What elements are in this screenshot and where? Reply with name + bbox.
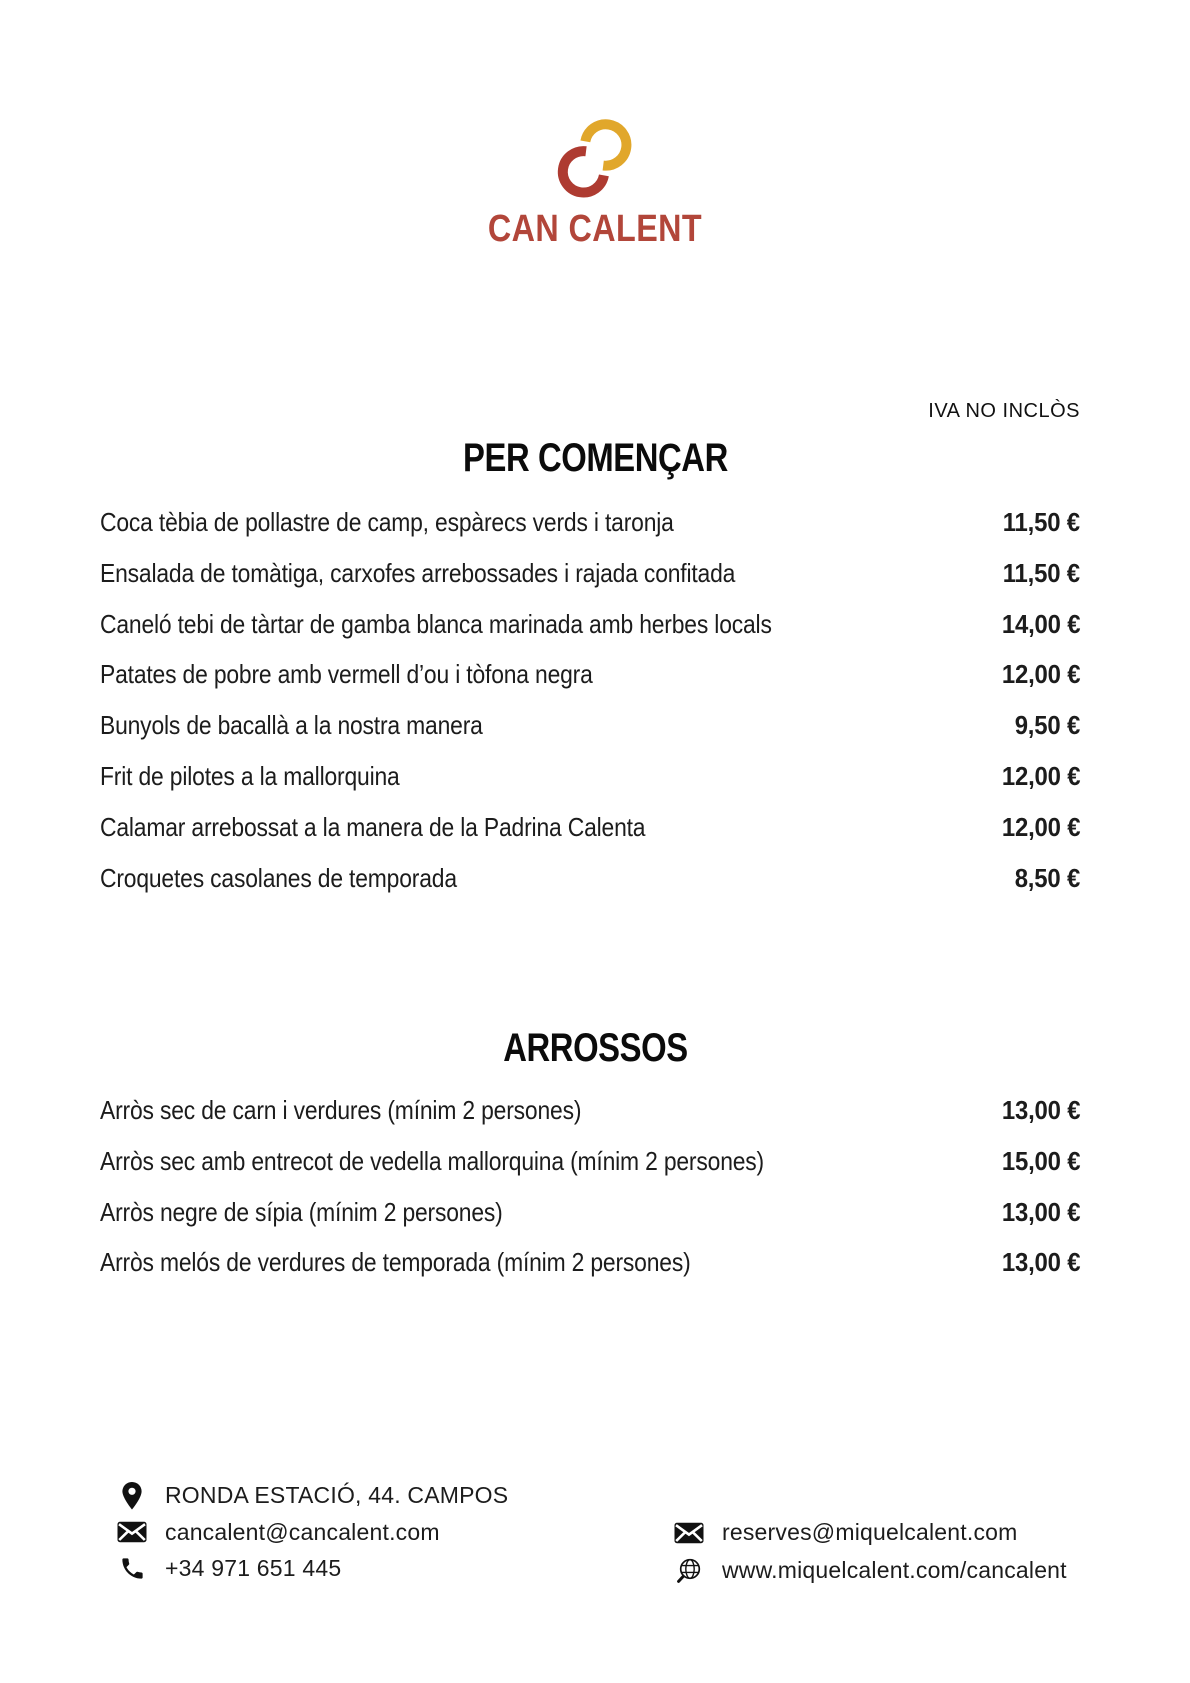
tax-note: IVA NO INCLÒS xyxy=(928,400,1080,422)
menu-item-name: Arròs sec amb entrecot de vedella mallorquina (mínim 2 persones) xyxy=(100,1145,765,1176)
section-title-starters: PER COMENÇAR xyxy=(462,436,728,480)
menu-item-name: Calamar arrebossat a la manera de la Padrina Calenta xyxy=(100,811,646,842)
footer-text: RONDA ESTACIÓ, 44. CAMPOS xyxy=(165,1482,509,1508)
starters-list xyxy=(100,497,1080,903)
menu-item-row xyxy=(100,853,1080,904)
envelope-icon xyxy=(674,1522,704,1544)
menu-item-name: Coca tèbia de pollastre de camp, espàrecs verds i taronja xyxy=(100,507,674,537)
footer-contact-row xyxy=(672,1518,1067,1547)
menu-item-price: 9,50 € xyxy=(1014,710,1080,741)
menu-item-price: 11,50 € xyxy=(1002,507,1080,537)
location-pin-icon xyxy=(120,1481,144,1511)
footer-contact-row xyxy=(115,1481,508,1510)
menu-item-row xyxy=(100,1237,1080,1288)
footer-text: cancalent@cancalent.com xyxy=(165,1518,440,1545)
menu-item-price: 13,00 € xyxy=(1001,1247,1080,1278)
menu-item-name: Caneló tebi de tàrtar de gamba blanca marinada amb herbes locals xyxy=(100,608,772,639)
menu-item-row xyxy=(100,1085,1080,1136)
interlocking-c-logo xyxy=(549,112,641,204)
menu-item-price: 12,00 € xyxy=(1001,760,1080,791)
footer-text: reserves@miquelcalent.com xyxy=(722,1519,1018,1545)
menu-item-name: Bunyols de bacallà a la nostra manera xyxy=(100,710,483,741)
menu-item-row xyxy=(100,599,1080,650)
rices-list xyxy=(100,1085,1080,1288)
menu-item-name: Croquetes casolanes de temporada xyxy=(100,862,457,893)
brand-name: CAN CALENT xyxy=(487,208,703,250)
menu-item-price: 13,00 € xyxy=(1001,1095,1080,1125)
menu-item-price: 12,00 € xyxy=(1001,659,1080,690)
menu-item-name: Ensalada de tomàtiga, carxofes arrebossades i rajada confitada xyxy=(100,557,736,588)
menu-item-name: Arròs negre de sípia (mínim 2 persones) xyxy=(100,1196,503,1227)
globe-icon xyxy=(675,1557,703,1585)
menu-item-row xyxy=(100,649,1080,700)
brand-header xyxy=(0,112,1190,248)
menu-item-row xyxy=(100,1187,1080,1238)
menu-item-name: Patates de pobre amb vermell d’ou i tòfona negra xyxy=(100,659,593,690)
menu-item-row xyxy=(100,497,1080,548)
menu-item-name: Frit de pilotes a la mallorquina xyxy=(100,760,400,791)
menu-item-row xyxy=(100,1136,1080,1187)
footer-text: www.miquelcalent.com/cancalent xyxy=(722,1557,1067,1583)
menu-item-price: 12,00 € xyxy=(1001,811,1080,842)
phone-icon xyxy=(119,1555,146,1582)
section-title-rices: ARROSSOS xyxy=(502,1026,688,1070)
footer-contact-row xyxy=(115,1554,508,1583)
menu-item-row xyxy=(100,751,1080,802)
menu-item-price: 13,00 € xyxy=(1001,1196,1080,1227)
menu-item-row xyxy=(100,700,1080,751)
footer-text: +34 971 651 445 xyxy=(165,1555,342,1581)
menu-item-price: 14,00 € xyxy=(1001,608,1080,639)
menu-item-row xyxy=(100,548,1080,599)
menu-item-price: 15,00 € xyxy=(1001,1145,1080,1176)
menu-item-price: 8,50 € xyxy=(1014,862,1080,893)
footer-contact-row xyxy=(672,1556,1067,1585)
menu-item-price: 11,50 € xyxy=(1002,557,1080,588)
menu-item-name: Arròs sec de carn i verdures (mínim 2 persones) xyxy=(100,1095,582,1125)
menu-item-row xyxy=(100,802,1080,853)
envelope-icon xyxy=(117,1521,147,1543)
footer-right-column xyxy=(672,1518,1067,1585)
footer-contact-row xyxy=(115,1518,508,1547)
footer-left-column xyxy=(115,1481,508,1583)
menu-item-name: Arròs melós de verdures de temporada (mínim 2 persones) xyxy=(100,1247,691,1278)
